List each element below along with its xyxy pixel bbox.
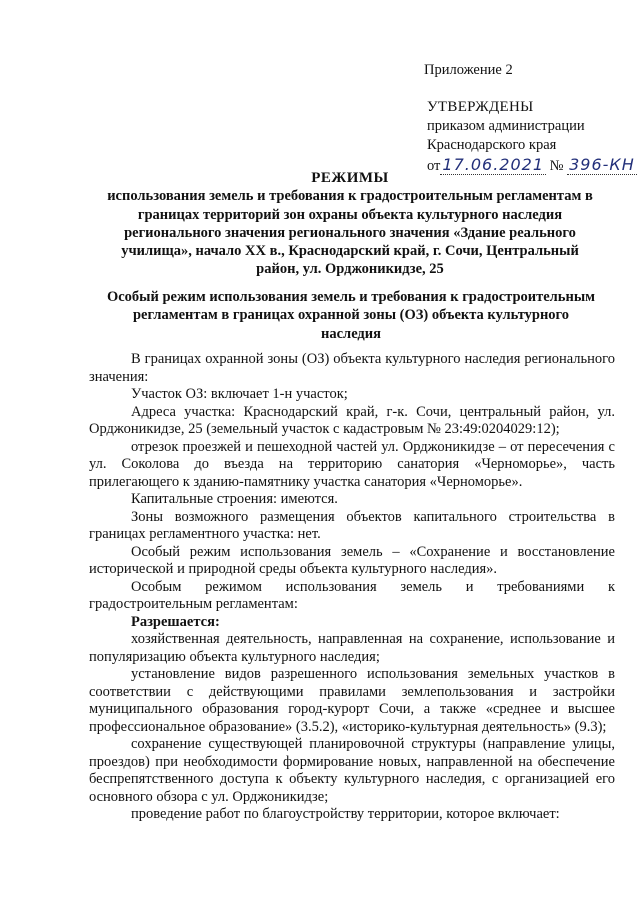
- body-paragraph: Адреса участка: Краснодарский край, г-к. Сочи, центральный район, ул. Орджоникидзе, 25 (земельный участок с кадастровым № 23:49:0204029:12);: [89, 403, 615, 437]
- section-heading: [88, 288, 614, 343]
- section-heading-line: регламентам в границах охранной зоны (ОЗ) объекта культурного: [132, 307, 570, 324]
- body-paragraph: Особый режим использования земель – «Сохранение и восстановление исторической и природной среды объекта культурного наследия».: [89, 543, 615, 577]
- number-prefix: №: [549, 158, 564, 174]
- appendix-label: Приложение 2: [424, 62, 513, 78]
- date-prefix: от: [427, 158, 441, 174]
- document-title: [80, 169, 620, 279]
- approved-by-line-1: приказом администрации: [427, 118, 585, 134]
- body-paragraph: Участок ОЗ: включает 1-н участок;: [131, 386, 348, 402]
- body-paragraph: В границах охранной зоны (ОЗ) объекта культурного наследия регионального значения:: [89, 351, 615, 385]
- allowed-heading: Разрешается:: [131, 613, 220, 630]
- body-paragraph: установление видов разрешенного использования земельных участков в соответствии с действующими правилами землепользования и застройки муниципального образования город-курорт Сочи, а также «среднее и высшее профессиональное образование» (3.5.2), «историко-культурная деятельность» (9.3);: [89, 666, 615, 735]
- document-body: [89, 351, 615, 824]
- title-line: район, ул. Орджоникидзе, 25: [256, 261, 444, 278]
- title-line: регионального значения регионального значения «Здание реального: [124, 224, 576, 241]
- title-line: училища», начало XX в., Краснодарский край, г. Сочи, Центральный: [121, 243, 579, 260]
- order-date-handwritten: 17.06.2021: [442, 155, 545, 174]
- approved-title: УТВЕРЖДЕНЫ: [427, 99, 534, 115]
- body-paragraph: Особым режимом использования земель и требованиями к градостроительным регламентам:: [89, 578, 615, 612]
- approved-by-line-2: Краснодарского края: [427, 137, 557, 153]
- body-paragraph: сохранение существующей планировочной структуры (направление улицы, проездов) при необходимости формирование новых, направленной на обеспечение беспрепятственного доступа к объекту культурного наследия, с организацией его основного обзора с ул. Орджоникидзе;: [89, 736, 615, 805]
- title-line: границах территорий зон охраны объекта культурного наследия: [137, 206, 563, 223]
- section-heading-line: наследия: [321, 325, 381, 342]
- body-paragraph: хозяйственная деятельность, направленная на сохранение, использование и популяризацию объекта культурного наследия;: [89, 631, 615, 665]
- body-paragraph: отрезок проезжей и пешеходной частей ул. Орджоникидзе – от пересечения с ул. Соколова до въезда на территорию санатория «Черноморье», часть прилегающего к зданию-памятнику участка санатория «Черноморье».: [89, 438, 615, 490]
- title-main: РЕЖИМЫ: [311, 170, 389, 186]
- body-paragraph: проведение работ по благоустройству территории, которое включает:: [131, 806, 560, 822]
- body-paragraph: Капитальные строения: имеются.: [131, 491, 338, 507]
- section-heading-line: Особый режим использования земель и требования к градостроительным: [106, 289, 596, 305]
- title-line: использования земель и требования к градостроительным регламентам в: [107, 188, 593, 205]
- order-number-handwritten: 396-КН: [569, 155, 635, 174]
- body-paragraph: Зоны возможного размещения объектов капитального строительства в границах регламентного участка: нет.: [89, 508, 615, 542]
- approval-block: [427, 98, 637, 176]
